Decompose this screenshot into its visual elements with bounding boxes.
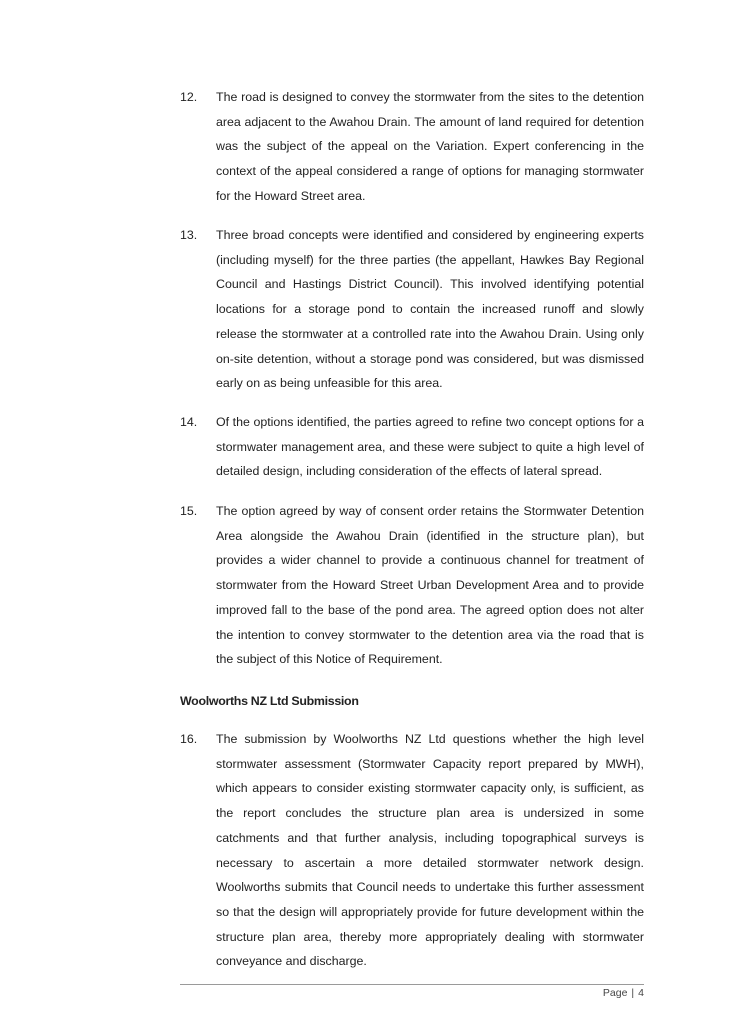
paragraph-12 [180, 85, 644, 209]
paragraph-number: 16. [180, 732, 198, 746]
paragraph-number: 12. [180, 90, 198, 104]
paragraph-number: 14. [180, 415, 198, 429]
section-heading: Woolworths NZ Ltd Submission [180, 694, 359, 708]
paragraph-14 [180, 410, 644, 484]
paragraph-16 [180, 727, 644, 974]
paragraph-text: The submission by Woolworths NZ Ltd questions whether the high level stormwater assessment (Stormwater Capacity report prepared by MWH), which appears to consider existing stormwater capacity only, is sufficient, as the report concludes the structure plan area is undersized in some catchments and that further analysis, including topographical surveys is necessary to ascertain a more detailed stormwater network design. Woolworths submits that Council needs to undertake this further assessment so that the design will appropriately provide for future development within the structure plan area, thereby more appropriately dealing with stormwater conveyance and discharge. [216, 732, 644, 969]
paragraph-15 [180, 499, 644, 672]
page-separator: | [631, 987, 635, 999]
page-number-value: 4 [638, 987, 644, 999]
paragraph-number: 15. [180, 504, 198, 518]
footer-divider [180, 984, 644, 985]
paragraph-13 [180, 223, 644, 396]
paragraph-number: 13. [180, 228, 198, 242]
paragraph-text: Three broad concepts were identified and considered by engineering experts (including myself) for the three parties (the appellant, Hawkes Bay Regional Council and Hastings District Council). This involved identifying potential locations for a storage pond to contain the increased runoff and slowly release the stormwater at a controlled rate into the Awahou Drain. Using only on-site detention, without a storage pond was considered, but was dismissed early on as being unfeasible for this area. [216, 228, 644, 391]
paragraph-text: The option agreed by way of consent order retains the Stormwater Detention Area alongside the Awahou Drain (identified in the structure plan), but provides a wider channel to provide a continuous channel for treatment of stormwater from the Howard Street Urban Development Area and to provide improved fall to the base of the pond area. The agreed option does not alter the intention to convey stormwater to the detention area via the road that is the subject of this Notice of Requirement. [216, 504, 644, 667]
paragraph-text: The road is designed to convey the stormwater from the sites to the detention area adjacent to the Awahou Drain. The amount of land required for detention was the subject of the appeal on the Variation. Expert conferencing in the context of the appeal considered a range of options for managing stormwater for the Howard Street area. [216, 90, 644, 203]
page-label: Page [602, 987, 628, 999]
paragraph-text: Of the options identified, the parties agreed to refine two concept options for a stormwater management area, and these were subject to quite a high level of detailed design, including consideration of the effects of lateral spread. [216, 415, 644, 479]
page-number [603, 986, 644, 1000]
